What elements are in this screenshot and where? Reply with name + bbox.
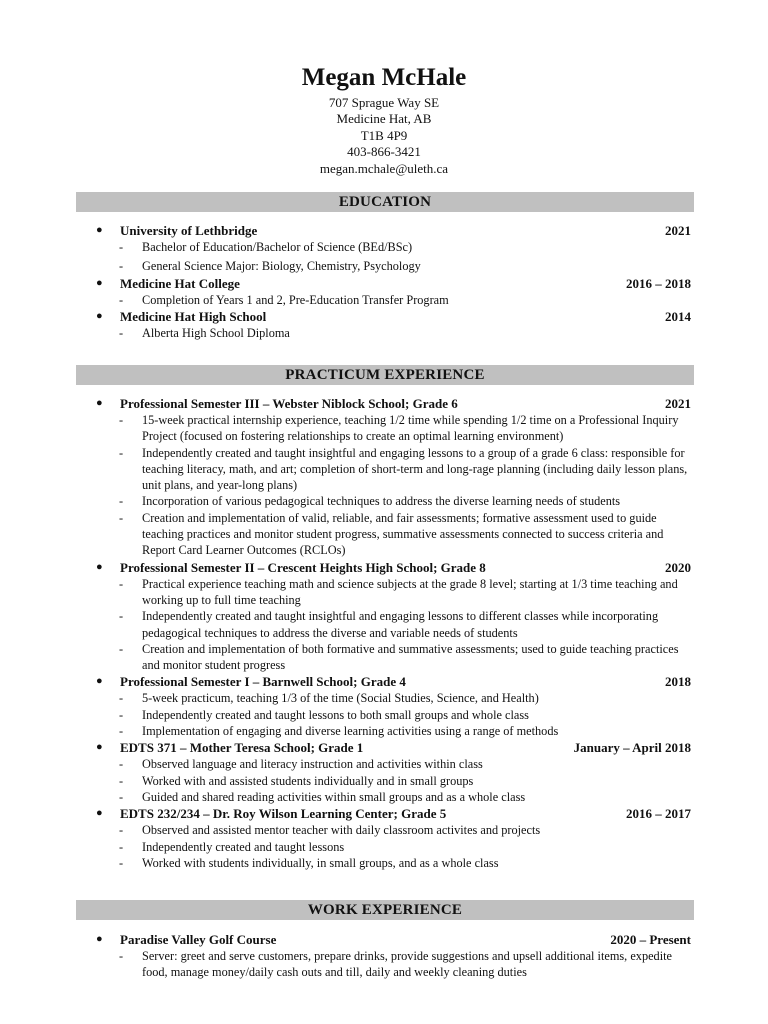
city-province: Medicine Hat, AB [336, 111, 432, 127]
dash-icon: - [119, 259, 124, 274]
bullet-icon: ● [96, 933, 103, 945]
entry-detail: Guided and shared reading activities within small groups and as a whole class [142, 789, 526, 804]
entry-title: Professional Semester II – Crescent Heights High School; Grade 8 [120, 559, 486, 575]
bullet-icon: ● [96, 276, 103, 289]
practicum-entry [0, 739, 768, 805]
dash-icon: - [119, 691, 124, 706]
entry-title: EDTS 232/234 – Dr. Roy Wilson Learning Center; Grade 5 [120, 806, 447, 822]
dash-icon: - [119, 240, 124, 254]
bullet-icon: ● [96, 397, 103, 409]
entry-detail: Creation and implementation of valid, reliable, and fair assessments; formative assessment used to guide teaching practices and monitor student progress, summative assessments connected to success criteria and Report Card Learner Outcomes (RCLOs) [142, 510, 664, 558]
entry-date: 2014 [665, 308, 691, 324]
dash-icon: - [119, 789, 124, 804]
dash-icon: - [119, 855, 124, 870]
bullet-icon: ● [96, 675, 103, 688]
dash-icon: - [119, 773, 124, 788]
entry-detail: Implementation of engaging and diverse learning activities using a range of methods [142, 724, 559, 739]
entry-detail: Independently created and taught insightful and engaging lessons to different classes while incorporating pedagogical techniques to address the diverse and variable needs of students [142, 609, 659, 640]
entry-detail: Independently created and taught lessons [142, 839, 345, 854]
dash-icon: - [119, 413, 124, 427]
dash-icon: - [119, 494, 124, 509]
education-entry [0, 275, 768, 308]
section-heading-education: EDUCATION [76, 192, 694, 212]
entry-detail: Independently created and taught insightful and engaging lessons to a group of a grade 6 class: responsible for teaching literacy, math, and art; completion of short-term and long-rage planning (including daily lesson plans, unit plans, and year-long plans) [142, 445, 688, 493]
entry-date: 2021 [665, 223, 691, 238]
bullet-icon: ● [96, 807, 103, 820]
practicum-entry [0, 395, 768, 559]
entry-detail: Server: greet and serve customers, prepare drinks, provide suggestions and upsell additional items, expedite food, manage money/daily cash outs and till, daily and weekly cleaning duties [142, 949, 672, 980]
bullet-icon: ● [96, 741, 103, 754]
entry-title: Professional Semester III – Webster Niblock School; Grade 6 [120, 396, 458, 411]
dash-icon: - [119, 724, 124, 739]
entry-date: 2020 [665, 559, 691, 575]
bullet-icon: ● [96, 309, 103, 322]
dash-icon: - [119, 576, 124, 591]
practicum-entry [0, 559, 768, 674]
dash-icon: - [119, 823, 124, 838]
entry-detail: Creation and implementation of both formative and summative assessments; used to guide teaching practices and monitor student progress [142, 641, 679, 673]
entry-date: 2016 – 2017 [626, 806, 691, 822]
entry-detail: Practical experience teaching math and science subjects at the grade 8 level; starting at 1/3 time teaching and working up to full time teaching [142, 576, 678, 607]
dash-icon: - [119, 510, 124, 525]
entry-detail: 15-week practical internship experience, teaching 1/2 time while spending 1/2 time on a Professional Inquiry Project (focused on fostering relationships to create an optimal learning environment) [142, 413, 679, 444]
entry-detail: Incorporation of various pedagogical techniques to address the diverse learning needs of students [142, 494, 621, 509]
entry-date: 2018 [665, 674, 691, 690]
section-heading-practicum: PRACTICUM EXPERIENCE [76, 365, 694, 385]
entry-detail: Worked with students individually, in small groups, and as a whole class [142, 855, 499, 870]
phone-number: 403-866-3421 [347, 144, 421, 160]
entry-detail: Bachelor of Education/Bachelor of Science (BEd/BSc) [142, 240, 413, 254]
entry-title: Professional Semester I – Barnwell School; Grade 4 [120, 674, 406, 690]
dash-icon: - [119, 949, 124, 963]
street-address: 707 Sprague Way SE [328, 95, 440, 110]
entry-title: EDTS 371 – Mother Teresa School; Grade 1 [120, 740, 364, 756]
section-heading-work: WORK EXPERIENCE [76, 900, 694, 920]
applicant-name: Megan McHale [301, 64, 467, 91]
entry-detail: Alberta High School Diploma [142, 325, 290, 340]
entry-detail: Observed and assisted mentor teacher with daily classroom activites and projects [142, 823, 541, 838]
dash-icon: - [119, 609, 124, 624]
entry-detail: Independently created and taught lessons to both small groups and whole class [142, 707, 529, 722]
entry-detail: Observed language and literacy instruction and activities within class [142, 757, 483, 772]
resume-header [0, 62, 768, 177]
entry-date: 2016 – 2018 [626, 275, 691, 291]
entry-title: Medicine Hat High School [120, 308, 267, 324]
entry-detail: Worked with and assisted students individually and in small groups [142, 773, 474, 788]
dash-icon: - [119, 707, 124, 722]
practicum-entry [0, 673, 768, 739]
entry-detail: Completion of Years 1 and 2, Pre-Education Transfer Program [142, 292, 449, 307]
education-list [0, 222, 768, 341]
entry-title: University of Lethbridge [120, 223, 258, 238]
work-entry [0, 931, 768, 981]
dash-icon: - [119, 839, 124, 854]
entry-detail: General Science Major: Biology, Chemistry, Psychology [142, 259, 421, 274]
entry-detail: 5-week practicum, teaching 1/3 of the time (Social Studies, Science, and Health) [142, 691, 539, 706]
entry-title: Paradise Valley Golf Course [120, 932, 277, 947]
dash-icon: - [119, 757, 124, 772]
education-entry [0, 308, 768, 341]
entry-date: January – April 2018 [573, 740, 691, 756]
dash-icon: - [119, 325, 124, 340]
postal-code: T1B 4P9 [360, 127, 408, 143]
bullet-icon: ● [96, 560, 103, 573]
dash-icon: - [119, 292, 124, 307]
practicum-entry [0, 805, 768, 871]
bullet-icon: ● [96, 224, 103, 236]
work-list [0, 931, 768, 981]
entry-date: 2021 [665, 396, 691, 411]
dash-icon: - [119, 641, 124, 656]
entry-title: Medicine Hat College [120, 275, 240, 291]
entry-date: 2020 – Present [610, 932, 691, 947]
education-entry [0, 222, 768, 275]
email-address[interactable]: megan.mchale@uleth.ca [319, 160, 449, 176]
dash-icon: - [119, 445, 124, 460]
practicum-list [0, 395, 768, 871]
